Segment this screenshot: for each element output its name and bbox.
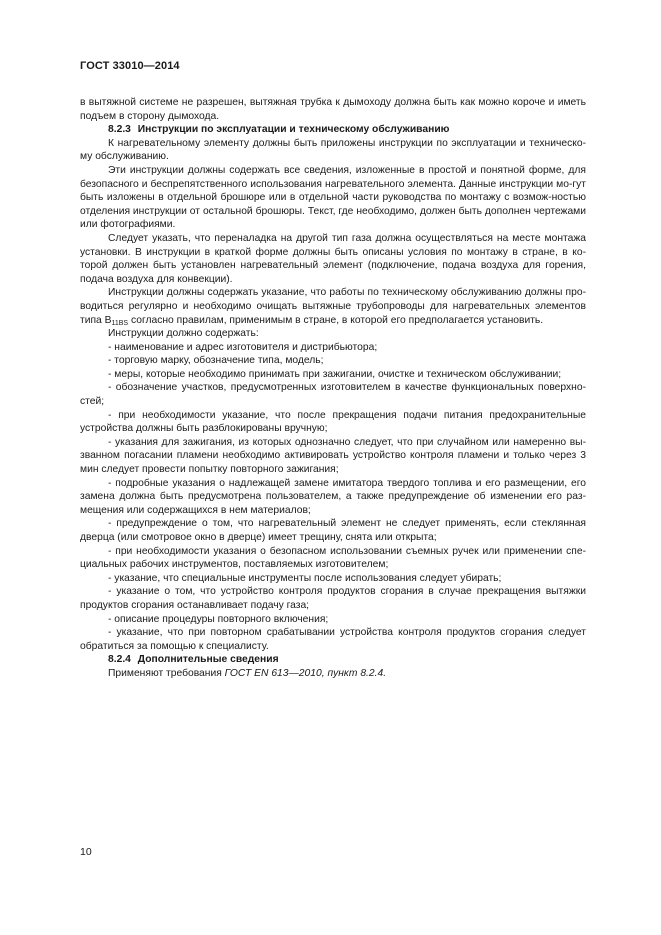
document-body <box>80 96 586 681</box>
subscript: 11BS <box>111 319 129 327</box>
list-item: - описание процедуры повторного включения; <box>108 613 329 625</box>
list-item: - при необходимости указание, что после прекращения подачи питания предохранительные устройства должны быть разблокированы вручную; <box>80 409 586 435</box>
list-item: - при необходимости указания о безопасном использовании съемных ручек или применении спе-циальных рабочих инструментов, поставляемых изготовителем; <box>80 545 586 571</box>
list-item: - меры, которые необходимо принимать при зажигании, очистке и техническом обслуживании; <box>108 368 562 380</box>
list-item: - обозначение участков, предусмотренных изготовителем в качестве функциональных поверхно-стей; <box>80 382 586 408</box>
section-title: Дополнительные сведения <box>137 654 279 666</box>
paragraph: Следует указать, что переналадка на другой тип газа должна осуществляться на месте монтажа установки. В инструкции в краткой форме должны быть описаны условия по монтажу в стране, в ко-торой должен быть установлен нагревательный элемент (подключение, подача воздуха для горения, подача воздуха для конвекции). <box>80 232 586 285</box>
list-item: - подробные указания о надлежащей замене имитатора твердого топлива и его размещении, его замена должна быть предусмотрена пользователем, а также предупреждение об изменении его раз-мещения или содержащихся в нем материалов; <box>80 477 586 516</box>
list-item: - указание, что специальные инструменты после использования следует убирать; <box>108 572 502 584</box>
list-item: - указания для зажигания, из которых однозначно следует, что при случайном или намеренно вы-званном погасании пламени необходимо активировать устройство контроля пламени и только через 3 мин следует провести попытку повторного зажигания; <box>80 436 586 476</box>
list-item: - указание, что при повторном срабатывании устройства контроля продуктов сгорания следует обратиться за помощью к специалисту. <box>80 627 586 652</box>
section-heading-8-2-3 <box>80 123 586 137</box>
list-item: - наименование и адрес изготовителя и дистрибьютора; <box>108 341 378 353</box>
paragraph-text: согласно правилам, применимым в стране, в которой его предполагается установить. <box>128 314 544 326</box>
paragraph: Инструкции должно содержать: <box>108 328 259 340</box>
requirements-list <box>80 341 586 654</box>
standard-reference: ГОСТ EN 613—2010, пункт 8.2.4. <box>224 667 387 679</box>
document-header: ГОСТ 33010—2014 <box>80 60 180 72</box>
section-number: 8.2.4 <box>108 654 131 666</box>
section-title: Инструкции по эксплуатации и техническому обслуживанию <box>137 124 450 136</box>
paragraph <box>80 667 586 681</box>
paragraph: в вытяжной системе не разрешен, вытяжная трубка к дымоходу должна быть как можно короче и иметь подъем в сторону дымохода. <box>80 97 586 122</box>
list-item: - указание о том, что устройство контроля продуктов сгорания в случае прекращения вытяжки продуктов сгорания останавливает подачу газа; <box>80 586 586 611</box>
list-item: - торговую марку, обозначение типа, модель; <box>108 355 324 367</box>
paragraph <box>80 286 586 327</box>
paragraph: Эти инструкции должны содержать все сведения, изложенные в простой и понятной форме, для безопасного и беспрепятственного использования нагревательного элемента. Данные инструкции мо-гут быть изложены в отдельной брошюре или в отдельной части руководства по монтажу с возмож-ностью отделения инструкции от остальной брошюры. Текст, где необходимо, должен быть дополнен чертежами или фотографиями. <box>80 164 586 231</box>
paragraph-text: Инструкции должны содержать указание, что работы по техническому обслуживанию должны про-водиться регулярно и необходимо очищать вытяжные трубопроводы для нагревательных элементов типа B <box>80 287 586 326</box>
paragraph-text: Применяют требования <box>108 667 225 679</box>
paragraph: К нагревательному элементу должны быть приложены инструкции по эксплуатации и техническо-му обслуживанию. <box>80 137 586 163</box>
list-item: - предупреждение о том, что нагревательный элемент не следует применять, если стеклянная дверца (или смотровое окно в дверце) имеет трещину, снята или открыта; <box>80 518 586 543</box>
section-heading-8-2-4 <box>80 653 586 667</box>
page-number: 10 <box>80 846 92 858</box>
section-number: 8.2.3 <box>108 124 131 136</box>
